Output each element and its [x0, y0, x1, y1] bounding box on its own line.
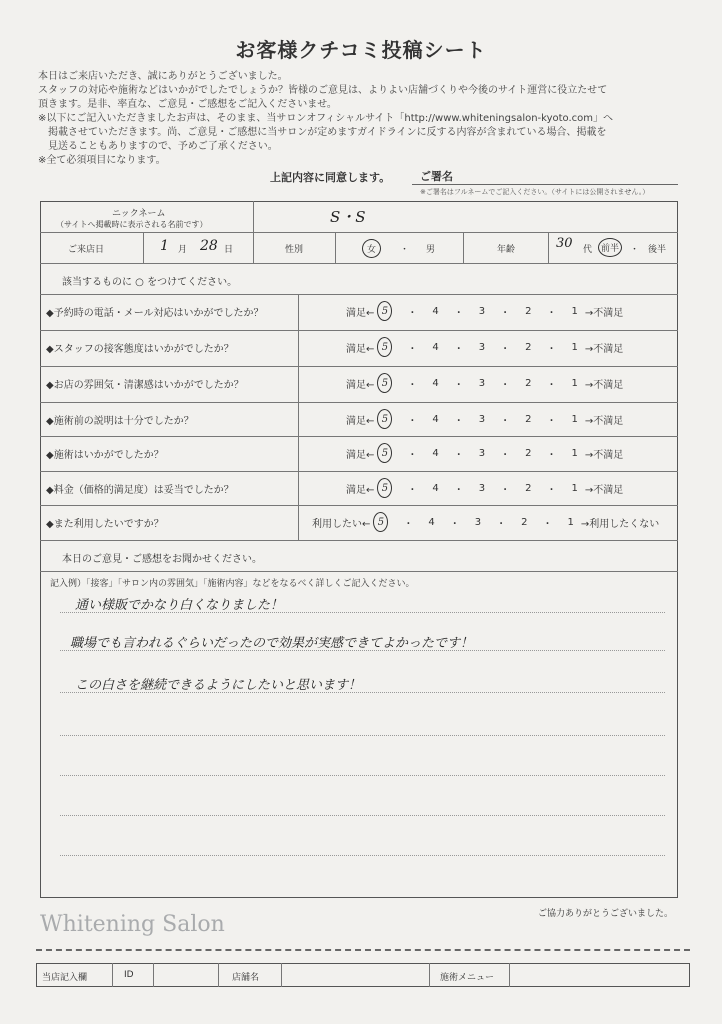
rating-option[interactable]: 1 [571, 447, 578, 459]
scale-right-label: →不満足 [584, 484, 624, 496]
col-divider [298, 294, 299, 540]
scale-right-label: →不満足 [584, 415, 624, 427]
rating-option[interactable]: 5 [377, 373, 392, 393]
rating-option[interactable]: 3 [478, 413, 486, 425]
intro-line: 本日はご来店いただき、誠にありがとうございました。 [38, 71, 288, 82]
age-label: 年齢 [497, 245, 516, 255]
store-label: 店舗名 [232, 973, 260, 983]
rating-option[interactable]: 1 [571, 341, 578, 353]
row-divider [40, 505, 678, 506]
comment-line[interactable]: この白さを継続できるようにしたいと思います！ [75, 678, 362, 693]
rating-option[interactable]: 5 [377, 478, 392, 498]
row-divider [40, 436, 678, 437]
scale-separator: ・ [407, 449, 418, 461]
col-divider [112, 963, 113, 987]
scale-left-label: 満足← [346, 343, 375, 355]
intro-line: ※以下にご記入いただきましたお声は、そのまま、当サロンオフィシャルサイト「http://www.whiteningsalon-kyoto.com」へ [38, 113, 614, 124]
row-divider [40, 232, 678, 233]
question-text: ◆予約時の電話・メール対応はいかがでしたか？ [46, 308, 264, 319]
scale-left-label: 満足← [346, 484, 375, 496]
visit-label: ご来店日 [68, 245, 105, 255]
scale-separator: ・ [546, 484, 557, 496]
scale-left-label: 満足← [346, 415, 375, 427]
rating-option[interactable]: 3 [478, 482, 486, 494]
rating-option[interactable]: 2 [525, 482, 532, 494]
rating-option[interactable]: 1 [571, 413, 578, 425]
age-unit: 代 [583, 245, 593, 255]
scale-separator: ・ [546, 415, 557, 427]
rating-option[interactable]: 1 [567, 516, 574, 528]
scale-separator: ・ [449, 518, 460, 530]
col-divider [281, 963, 282, 987]
col-divider [143, 232, 144, 263]
scale-separator: ・ [453, 415, 464, 427]
rating-option[interactable]: 4 [428, 516, 435, 528]
row-divider [40, 402, 678, 403]
intro-line: スタッフの対応や施術などはいかがでしたでしょうか？皆様のご意見は、よりよい店舗づくりや今後のサイト運営に役立たせて [38, 85, 608, 96]
col-divider [153, 963, 154, 987]
cut-line [36, 949, 690, 951]
nickname-sublabel: （サイトへ掲載時に表示される名前です） [56, 220, 208, 229]
scale-separator: ・ [407, 379, 418, 391]
rating-option[interactable]: 3 [478, 305, 486, 317]
scale-separator: ・ [453, 343, 464, 355]
rating-option[interactable]: 3 [474, 516, 482, 528]
scale-separator: ・ [546, 343, 557, 355]
col-divider [463, 232, 464, 263]
rating-option[interactable]: 3 [478, 447, 486, 459]
id-label: ID [124, 970, 134, 980]
col-divider [429, 963, 430, 987]
rating-option[interactable]: 5 [377, 301, 392, 321]
rating-option[interactable]: 1 [571, 377, 578, 389]
scale-separator: ・ [407, 415, 418, 427]
thanks-text: ご協力ありがとうございました。 [538, 909, 674, 919]
writing-line [60, 775, 665, 776]
scale-separator: ・ [453, 484, 464, 496]
scale-separator: ・ [500, 449, 511, 461]
intro-line: 見送ることもありますので、予めご了承ください。 [38, 141, 278, 152]
col-divider [253, 201, 254, 263]
col-divider [218, 963, 219, 987]
office-use-label: 当店記入欄 [42, 973, 88, 983]
rating-option[interactable]: 2 [521, 516, 528, 528]
rating-option[interactable]: 2 [525, 341, 532, 353]
writing-line [60, 735, 665, 736]
scale-right-label: →不満足 [584, 307, 624, 319]
rating-option[interactable]: 3 [478, 377, 486, 389]
nickname-label: ニックネーム [112, 209, 166, 219]
signature-line[interactable] [412, 184, 678, 185]
rating-scale [312, 512, 659, 532]
rating-option[interactable]: 4 [432, 305, 439, 317]
rating-option[interactable]: 4 [432, 341, 439, 353]
nickname-value[interactable]: S・S [330, 208, 366, 226]
rating-option[interactable]: 1 [571, 482, 578, 494]
rating-scale [346, 373, 623, 393]
age-value[interactable]: 30 [556, 236, 573, 251]
scale-left-label: 満足← [346, 307, 375, 319]
comment-line[interactable]: 職場でも言われるぐらいだったので効果が実感できてよかったです！ [70, 636, 474, 651]
agree-label: 上記内容に同意します。 [270, 171, 391, 184]
scale-right-label: →不満足 [584, 449, 624, 461]
intro-line: ※全て必須項目になります。 [38, 155, 166, 166]
question-text: ◆また利用したいですか？ [46, 519, 164, 530]
scale-separator: ・ [453, 307, 464, 319]
scale-right-label: →不満足 [584, 343, 624, 355]
rating-option[interactable]: 5 [373, 512, 388, 532]
scale-left-label: 満足← [346, 449, 375, 461]
signature-note: ※ご署名はフルネームでご記入ください。（サイトには公開されません。） [420, 188, 650, 196]
rating-option[interactable]: 2 [525, 413, 532, 425]
scale-separator: ・ [500, 343, 511, 355]
scale-separator: ・ [407, 343, 418, 355]
scale-left-label: 利用したい← [312, 518, 371, 530]
scale-separator: ・ [500, 415, 511, 427]
intro-line: 頂きます。是非、率直な、ご意見・ご感想をご記入くださいませ。 [38, 99, 337, 110]
rating-option[interactable]: 1 [571, 305, 578, 317]
rating-scale [346, 301, 623, 321]
scale-separator: ・ [546, 307, 557, 319]
row-divider [40, 571, 678, 572]
scale-separator: ・ [453, 379, 464, 391]
col-divider [509, 963, 510, 987]
scale-separator: ・ [542, 518, 553, 530]
rating-option[interactable]: 4 [432, 377, 439, 389]
question-text: ◆施術前の説明は十分でしたか？ [46, 416, 194, 427]
menu-label: 施術メニュー [440, 973, 495, 983]
intro-text [38, 70, 688, 168]
comment-line[interactable]: 通い様販でかなり白くなりました！ [75, 598, 284, 613]
scale-separator: ・ [496, 518, 507, 530]
gender-label: 性別 [285, 245, 304, 255]
scale-separator: ・ [546, 379, 557, 391]
col-divider [548, 232, 549, 263]
row-divider [40, 330, 678, 331]
question-text: ◆お店の雰囲気・清潔感はいかがでしたか？ [46, 380, 244, 391]
visit-day-unit: 日 [224, 245, 234, 255]
scale-separator: ・ [500, 379, 511, 391]
visit-month-value[interactable]: 1 [160, 238, 169, 254]
scale-left-label: 満足← [346, 379, 375, 391]
signature-label: ご署名 [420, 170, 453, 183]
col-divider [335, 232, 336, 263]
rating-option[interactable]: 4 [432, 413, 439, 425]
rating-scale [346, 478, 623, 498]
rating-option[interactable]: 5 [377, 409, 392, 429]
scale-separator: ・ [407, 307, 418, 319]
rating-option[interactable]: 3 [478, 341, 486, 353]
scale-separator: ・ [407, 484, 418, 496]
age-sep: ・ [630, 245, 640, 255]
row-divider [40, 366, 678, 367]
gender-male-option[interactable]: 男 [426, 245, 436, 255]
question-text: ◆料金（価格的満足度）は妥当でしたか？ [46, 485, 234, 496]
row-divider [40, 263, 678, 264]
writing-line [60, 855, 665, 856]
question-text: ◆スタッフの接客態度はいかがでしたか？ [46, 344, 234, 355]
sheet-title: お客様クチコミ投稿シート [235, 38, 487, 62]
rating-option[interactable]: 5 [377, 443, 392, 463]
writing-line [60, 815, 665, 816]
rating-option[interactable]: 2 [525, 377, 532, 389]
rating-option[interactable]: 4 [432, 482, 439, 494]
scale-separator: ・ [500, 484, 511, 496]
age-late-option[interactable]: 後半 [648, 245, 667, 255]
rating-scale [346, 337, 623, 357]
row-divider [40, 540, 678, 541]
rating-scale [346, 443, 623, 463]
scale-right-label: →不満足 [584, 379, 624, 391]
age-early-option[interactable]: 前半 [598, 238, 622, 257]
intro-line: 掲載させていただきます。尚、ご意見・ご感想に当サロンが定めますガイドラインに反する内容が含まれている場合、掲載を [38, 127, 607, 138]
instruction: 該当するものに ○ をつけてください。 [62, 277, 238, 288]
rating-option[interactable]: 2 [525, 305, 532, 317]
scale-separator: ・ [500, 307, 511, 319]
scale-separator: ・ [403, 518, 414, 530]
gender-female-option[interactable]: 女 [362, 239, 381, 258]
visit-month-unit: 月 [178, 245, 188, 255]
question-text: ◆施術はいかがでしたか？ [46, 450, 164, 461]
office-use-box [36, 963, 690, 987]
row-divider [40, 471, 678, 472]
rating-option[interactable]: 2 [525, 447, 532, 459]
scale-right-label: →利用したくない [580, 518, 660, 530]
example-text: 記入例）「接客」「サロン内の雰囲気」「施術内容」などをなるべく詳しくご記入ください。 [50, 579, 415, 589]
visit-day-value[interactable]: 28 [200, 238, 218, 254]
feedback-prompt: 本日のご意見・ご感想をお聞かせください。 [62, 554, 262, 565]
row-divider [40, 294, 678, 295]
salon-logo: Whitening Salon [40, 912, 225, 937]
rating-option[interactable]: 5 [377, 337, 392, 357]
gender-sep: ・ [400, 245, 410, 255]
rating-option[interactable]: 4 [432, 447, 439, 459]
scale-separator: ・ [546, 449, 557, 461]
scale-separator: ・ [453, 449, 464, 461]
rating-scale [346, 409, 623, 429]
